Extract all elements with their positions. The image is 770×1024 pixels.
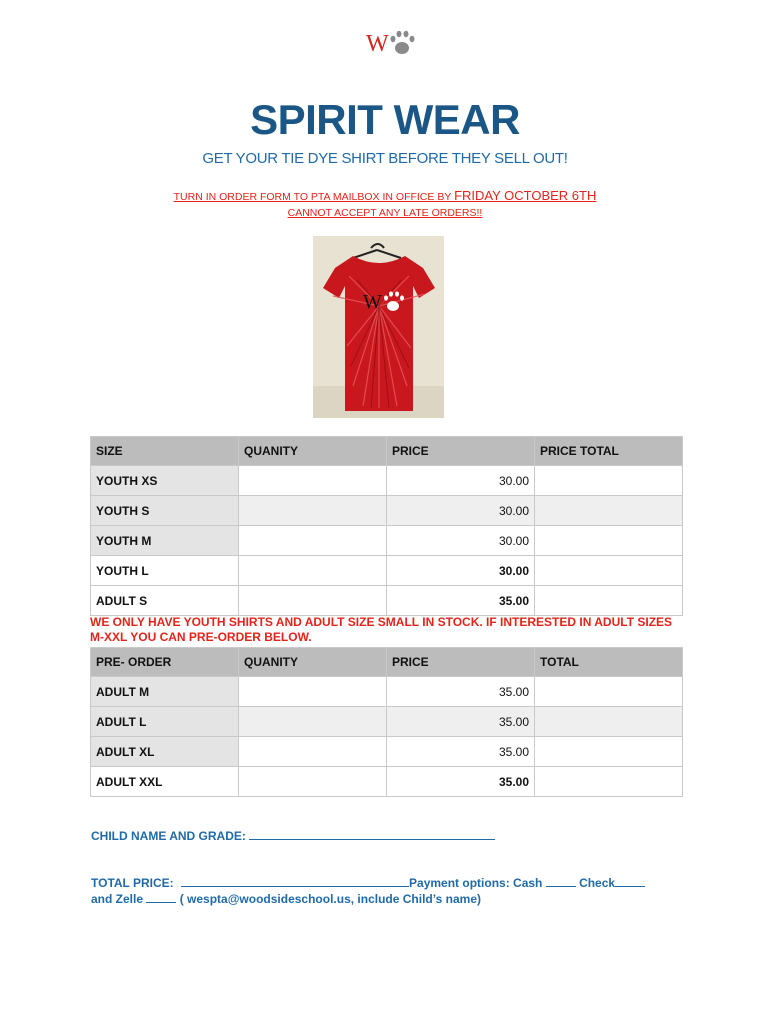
size-label: ADULT S — [91, 586, 239, 616]
school-logo — [364, 26, 416, 62]
size-label: YOUTH S — [91, 496, 239, 526]
payment-options-label: Payment options: Cash — [409, 876, 543, 890]
table-row — [91, 556, 683, 586]
deadline-date: FRIDAY OCTOBER 6TH — [454, 188, 597, 203]
table-row — [91, 496, 683, 526]
shirt-logo-letter: W — [363, 291, 382, 313]
quantity-field[interactable] — [239, 586, 387, 616]
price-total-field[interactable] — [535, 556, 683, 586]
table-header-row — [91, 437, 683, 466]
column-header-quantity: QUANITY — [239, 648, 387, 677]
column-header-preorder: PRE- ORDER — [91, 648, 239, 677]
cash-checkbox-field[interactable] — [546, 874, 576, 887]
quantity-field[interactable] — [239, 707, 387, 737]
price-cell: 35.00 — [387, 707, 535, 737]
quantity-field[interactable] — [239, 737, 387, 767]
quantity-field[interactable] — [239, 677, 387, 707]
zelle-checkbox-field[interactable] — [146, 890, 176, 903]
zelle-line — [91, 890, 481, 906]
table-row — [91, 586, 683, 616]
total-price-label: TOTAL PRICE: — [91, 876, 174, 890]
table-row — [91, 526, 683, 556]
shirt-photo — [313, 236, 444, 418]
quantity-field[interactable] — [239, 466, 387, 496]
size-label: YOUTH XS — [91, 466, 239, 496]
price-total-field[interactable] — [535, 466, 683, 496]
preorder-table — [90, 647, 683, 797]
check-checkbox-field[interactable] — [615, 874, 645, 887]
total-field[interactable] — [535, 707, 683, 737]
column-header-price-total: PRICE TOTAL — [535, 437, 683, 466]
size-label: YOUTH M — [91, 526, 239, 556]
quantity-field[interactable] — [239, 526, 387, 556]
price-cell: 30.00 — [387, 526, 535, 556]
size-label: ADULT XL — [91, 737, 239, 767]
price-cell: 30.00 — [387, 466, 535, 496]
table-row — [91, 466, 683, 496]
column-header-total: TOTAL — [535, 648, 683, 677]
stock-order-table — [90, 436, 683, 616]
price-cell: 35.00 — [387, 677, 535, 707]
child-name-label: CHILD NAME AND GRADE: — [91, 829, 246, 843]
column-header-price: PRICE — [387, 648, 535, 677]
late-order-notice: CANNOT ACCEPT ANY LATE ORDERS!! — [287, 207, 483, 219]
page-subtitle: GET YOUR TIE DYE SHIRT BEFORE THEY SELL OUT! — [202, 150, 568, 167]
child-name-line — [91, 827, 495, 843]
size-label: ADULT L — [91, 707, 239, 737]
price-cell: 35.00 — [387, 586, 535, 616]
column-header-price: PRICE — [387, 437, 535, 466]
size-label: ADULT M — [91, 677, 239, 707]
size-label: ADULT XXL — [91, 767, 239, 797]
price-cell: 35.00 — [387, 737, 535, 767]
price-cell: 30.00 — [387, 556, 535, 586]
price-cell: 30.00 — [387, 496, 535, 526]
stock-note: WE ONLY HAVE YOUTH SHIRTS AND ADULT SIZE SMALL IN STOCK. IF INTERESTED IN ADULT SIZES M-XXL YOU CAN PRE-ORDER BELOW. — [90, 615, 673, 644]
total-field[interactable] — [535, 737, 683, 767]
price-total-field[interactable] — [535, 526, 683, 556]
size-label: YOUTH L — [91, 556, 239, 586]
price-total-field[interactable] — [535, 496, 683, 526]
logo-letter: W — [366, 31, 389, 57]
total-price-line — [91, 874, 645, 890]
column-header-quantity: QUANITY — [239, 437, 387, 466]
price-total-field[interactable] — [535, 586, 683, 616]
table-header-row — [91, 648, 683, 677]
total-price-field[interactable] — [181, 874, 409, 887]
quantity-field[interactable] — [239, 556, 387, 586]
table-row — [91, 767, 683, 797]
total-field[interactable] — [535, 677, 683, 707]
deadline-notice — [0, 188, 770, 203]
column-header-size: SIZE — [91, 437, 239, 466]
child-name-field[interactable] — [249, 827, 495, 840]
paw-icon — [391, 31, 415, 54]
zelle-label: and Zelle — [91, 892, 144, 906]
zelle-info: ( wespta@woodsideschool.us, include Child’s name) — [179, 892, 482, 906]
quantity-field[interactable] — [239, 767, 387, 797]
price-cell: 35.00 — [387, 767, 535, 797]
table-row — [91, 737, 683, 767]
total-field[interactable] — [535, 767, 683, 797]
table-row — [91, 707, 683, 737]
table-row — [91, 677, 683, 707]
quantity-field[interactable] — [239, 496, 387, 526]
check-label: Check — [579, 876, 616, 890]
page-title: SPIRIT WEAR — [250, 96, 520, 143]
deadline-prefix: TURN IN ORDER FORM TO PTA MAILBOX IN OFFICE BY — [173, 191, 455, 203]
